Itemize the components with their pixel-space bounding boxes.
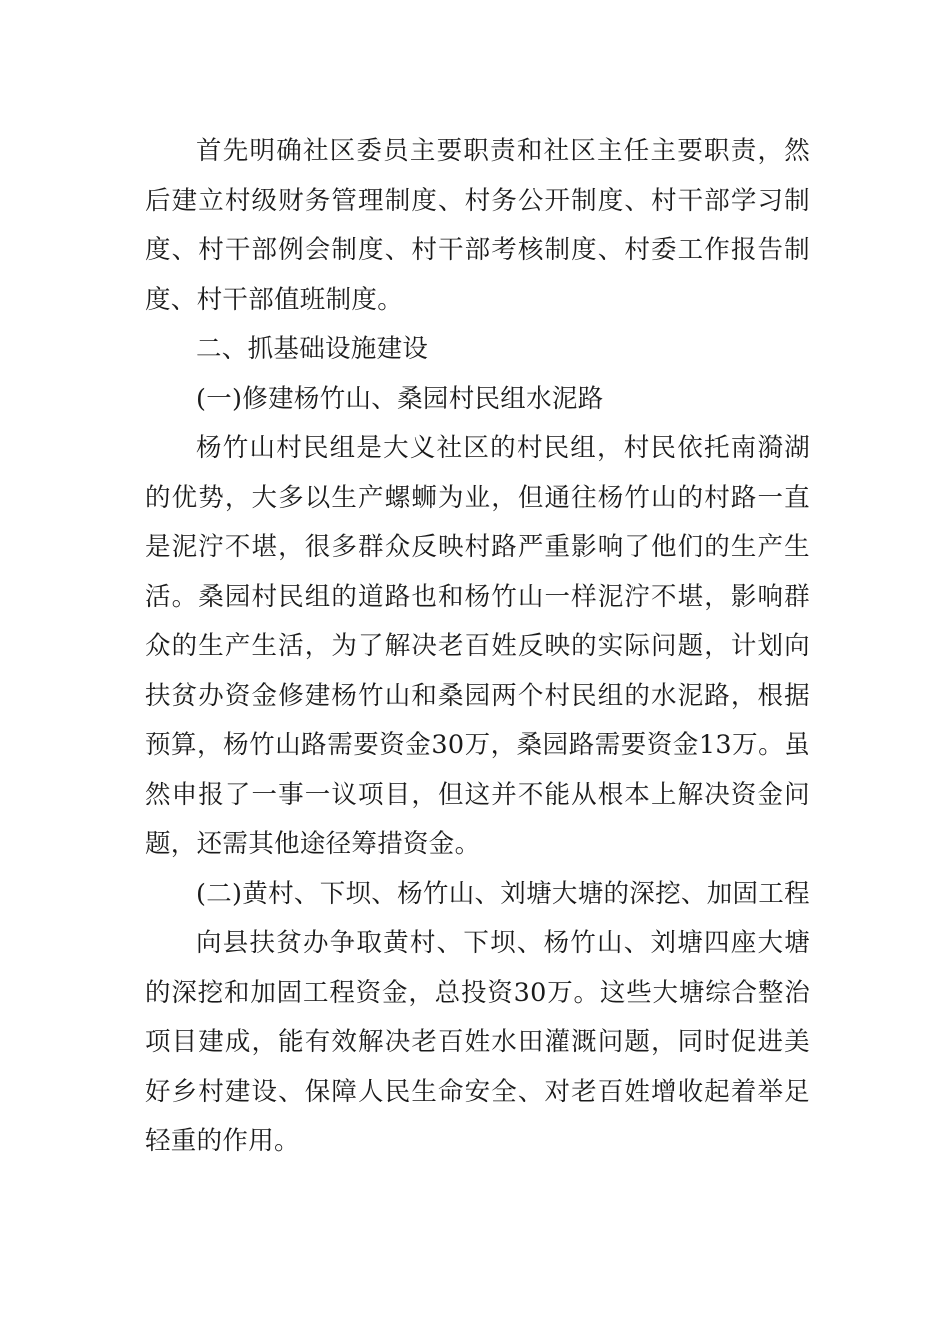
paragraph-cement-road-details: 杨竹山村民组是大义社区的村民组，村民依托南漪湖的优势，大多以生产螺蛳为业，但通往杨竹山的村路一直是泥泞不堪，很多群众反映村路严重影响了他们的生产生活。桑园村民组的道路也和杨竹山一样泥泞不堪，影响群众的生产生活，为了解决老百姓反映的实际问题，计划向扶贫办资金修建杨竹山和桑园两个村民组的水泥路，根据预算，杨竹山路需要资金30万，桑园路需要资金13万。虽然申报了一事一议项目，但这并不能从根本上解决资金问题，还需其他途径筹措资金。 [145,433,810,859]
paragraph-pond-reinforcement-details: 向县扶贫办争取黄村、下坝、杨竹山、刘塘四座大塘的深挖和加固工程资金，总投资30万。这些大塘综合整治项目建成，能有效解决老百姓水田灌溉问题，同时促进美好乡村建设、保障人民生命安全、对老百姓增收起着举足轻重的作用。 [145,928,810,1156]
paragraph-responsibilities-and-systems: 首先明确社区委员主要职责和社区主任主要职责，然后建立村级财务管理制度、村务公开制度、村干部学习制度、村干部例会制度、村干部考核制度、村委工作报告制度、村干部值班制度。 [145,136,810,315]
subsection-heading-pond-reinforcement: (二)黄村、下坝、杨竹山、刘塘大塘的深挖、加固工程 [196,878,810,909]
document-body [145,127,810,1167]
subsection-heading-cement-road: (一)修建杨竹山、桑园村民组水泥路 [196,383,604,414]
section-heading-infrastructure: 二、抓基础设施建设 [196,334,429,364]
